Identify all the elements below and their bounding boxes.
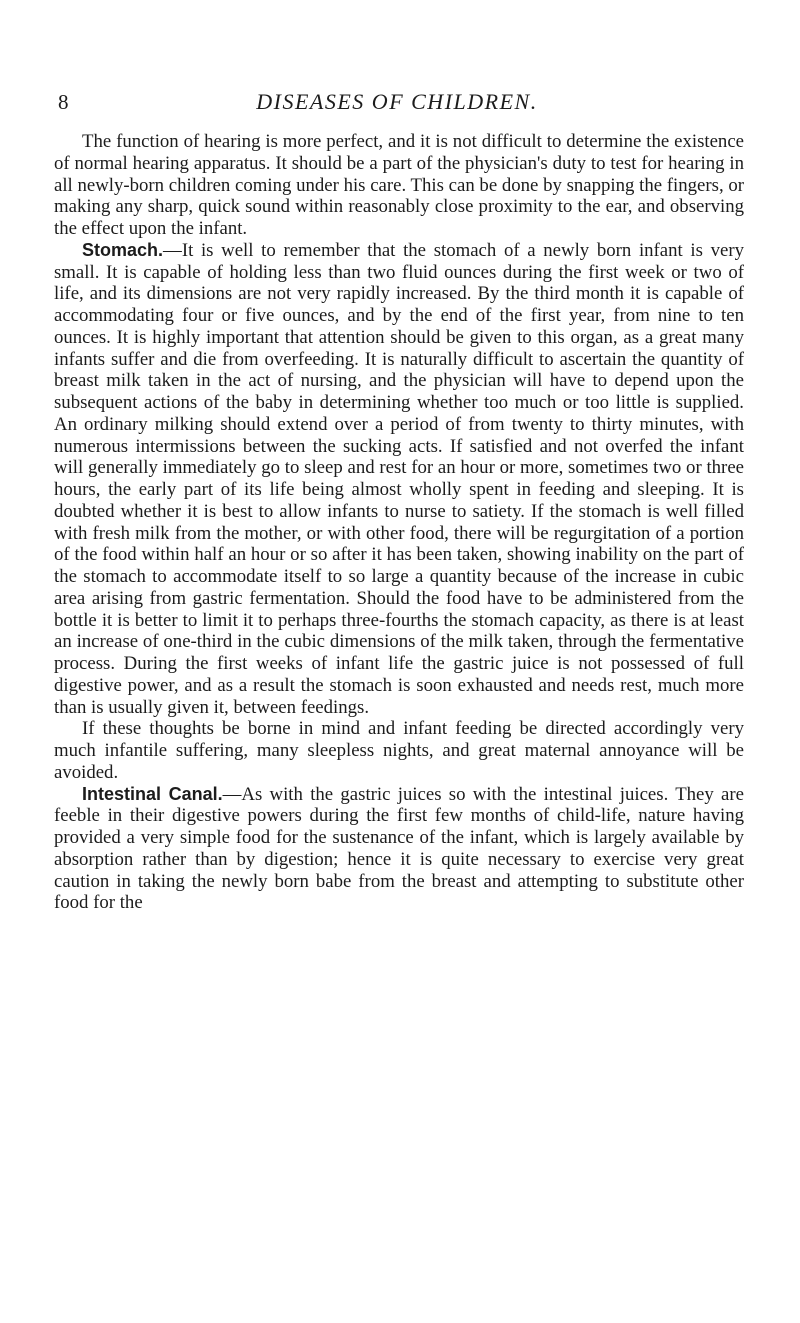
section-heading-intestinal-canal: Intestinal Canal. xyxy=(82,783,223,804)
paragraph-stomach xyxy=(54,240,744,719)
paragraph-text: —It is well to remember that the stomach of a newly born infant is very small. It is capable of holding less than two fluid ounces during the first week or two of life, and its dimensions are not very rapidly increased. By the third month it is capable of accommodating four or five ounces, and by the end of the first year, from nine to ten ounces. It is highly important that attention should be given to this organ, as a great many infants suffer and die from overfeeding. It is naturally difficult to ascertain the quantity of breast milk taken in the act of nursing, and the physician will have to depend upon the subsequent actions of the baby in determining whether too much or too little is supplied. An ordinary milking should extend over a period of from twenty to thirty minutes, with numerous intermissions between the sucking acts. If satisfied and not overfed the infant will generally immediately go to sleep and rest for an hour or more, sometimes two or three hours, the early part of its life being almost wholly spent in feeding and sleeping. It is doubted whether it is best to allow infants to nurse to satiety. If the stomach is well filled with fresh milk from the mother, or with other food, there will be regurgitation of a portion of the food within half an hour or so after it has been taken, showing inability on the part of the stomach to accommodate itself to so large a quantity because of the increase in cubic area arising from gastric fermentation. Should the food have to be administered from the bottle it is better to limit it to perhaps three-fourths the stomach capacity, as there is at least an increase of one-third in the cubic dimensions of the milk taken, through the fermentative process. During the first weeks of infant life the gastric juice is not possessed of full digestive power, and as a result the stomach is soon exhausted and needs rest, much more than is usually given it, between feedings. xyxy=(54,239,744,718)
paragraph-text: The function of hearing is more perfect, and it is not difficult to determine the existence of normal hearing apparatus. It should be a part of the physician's duty to test for hearing in all newly-born children coming under his care. This can be done by snapping the fingers, or making any sharp, quick sound within reasonably close proximity to the ear, and observing the effect upon the infant. xyxy=(54,131,744,239)
section-heading-stomach: Stomach. xyxy=(82,239,164,260)
paragraph-intestinal-canal xyxy=(54,784,744,915)
running-title: DISEASES OF CHILDREN. xyxy=(256,89,538,114)
paragraph-text: If these thoughts be borne in mind and infant feeding be directed accordingly very much infantile suffering, many sleepless nights, and great maternal annoyance will be avoided. xyxy=(54,718,744,783)
paragraph-feeding xyxy=(54,718,744,783)
body-text xyxy=(54,131,744,914)
paragraph-hearing xyxy=(54,131,744,240)
page-number: 8 xyxy=(58,90,69,114)
page-header xyxy=(52,88,742,118)
paragraph-text: —As with the gastric juices so with the intestinal juices. They are feeble in their digestive powers during the first few months of child-life, nature having provided a very simple food for the sustenance of the infant, which is largely available by absorption rather than by digestion; hence it is quite necessary to exercise very great caution in taking the newly born babe from the breast and attempting to substitute other food for the xyxy=(54,783,744,914)
